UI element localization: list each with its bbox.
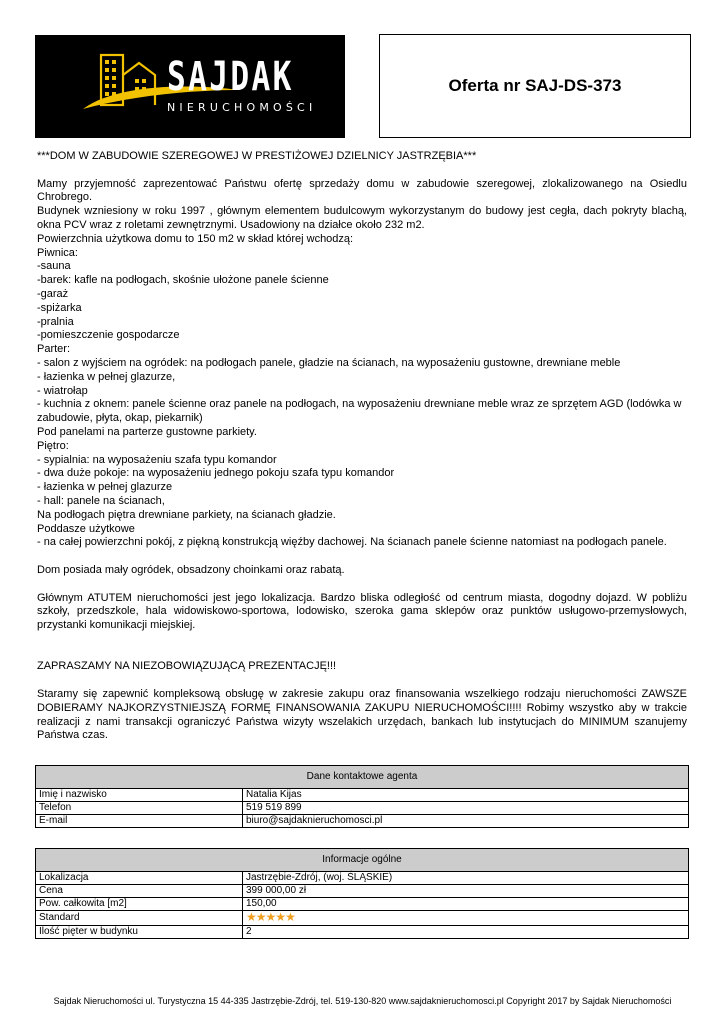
agent-email-value[interactable]: biuro@sajdaknieruchomosci.pl	[243, 815, 689, 828]
location-label: Lokalizacja	[36, 872, 243, 885]
table-row	[36, 789, 689, 802]
service-paragraph: Staramy się zapewnić kompleksową obsługę w zakresie zakupu oraz finansowania wszelkiego rodzaju nieruchomości ZAWSZE DOBIERAMY NAJKORZYSTNIEJSZĄ FORMĘ FINANSOWANIA ZAKUPU NIERUCHOMOŚCI!!!! Robimy wszystko aby w trakcie realizacji z nami transakcji ograniczyć Państwa wizyty wszelakich urzędach, bankach lub instytucjach do MINIMUM szanujemy Państwa czas.	[37, 688, 687, 742]
star-icon: ★	[285, 910, 295, 924]
room-line: -sauna	[37, 260, 71, 273]
garden-paragraph: Dom posiada mały ogródek, obsadzony choinkami oraz rabatą.	[37, 563, 345, 576]
table-row	[36, 872, 689, 885]
room-line: - dwa duże pokoje: na wyposażeniu jednego pokoju szafa typu komandor	[37, 467, 395, 480]
agent-phone-value: 519 519 899	[243, 802, 689, 815]
room-line: - kuchnia z oknem: panele ścienne oraz panele na podłogach, na wyposażeniu drewniane meble wraz ze sprzętem AGD (lodówka w zabudowie, płyta, okap, piekarnik)	[37, 398, 682, 425]
table-row	[36, 926, 689, 939]
room-line: - sypialnia: na wyposażeniu szafa typu komandor	[37, 453, 277, 466]
room-line: - na całej powierzchni pokój, z piękną konstrukcją więźby dachowej. Na ścianach panele ścienne natomiast na podłogach panele.	[37, 536, 667, 549]
room-line: -barek: kafle na podłogach, skośnie ułożone panele ścienne	[37, 274, 329, 287]
page-footer: Sajdak Nieruchomości ul. Turystyczna 15 44-335 Jastrzębie-Zdrój, tel. 519-130-820 www.sajdaknieruchomosci.pl Copyright 2017 by Sajdak Nieruchomości	[53, 996, 672, 1006]
logo-title: SAJDAK	[167, 54, 294, 100]
room-line: -pralnia	[37, 315, 74, 328]
agent-email-label: E-mail	[36, 815, 243, 828]
invite-line: ZAPRASZAMY NA NIEZOBOWIĄZUJĄCĄ PREZENTACJĘ!!!	[37, 660, 337, 673]
offer-title: Oferta nr SAJ-DS-373	[448, 76, 622, 95]
info-table-title: Informacje ogólne	[36, 849, 689, 872]
area-paragraph: Powierzchnia użytkowa domu to 150 m2 w skład której wchodzą:	[37, 232, 354, 245]
table-row	[36, 911, 689, 926]
floors-label: Ilość pięter w budynku	[36, 926, 243, 939]
room-line: - łazienka w pełnej glazurze	[37, 481, 173, 494]
company-logo	[35, 35, 345, 138]
star-icon: ★	[265, 910, 276, 924]
room-line: - łazienka w pełnej glazurze,	[37, 370, 176, 383]
room-line: - salon z wyjściem na ogródek: na podłogach panele, gładzie na ścianach, na wyposażeniu gustowne, drewniane meble	[37, 356, 621, 369]
table-row	[36, 885, 689, 898]
agent-phone-label: Telefon	[36, 802, 243, 815]
agent-name-value: Natalia Kijas	[243, 789, 689, 802]
headline: ***DOM W ZABUDOWIE SZEREGOWEJ W PRESTIŻOWEJ DZIELNICY JASTRZĘBIA***	[37, 150, 477, 162]
area-value: 150,00	[243, 898, 689, 911]
general-info-table	[35, 848, 689, 939]
star-icon: ★	[246, 910, 256, 924]
star-icon: ★	[275, 910, 286, 924]
agent-name-label: Imię i nazwisko	[36, 789, 243, 802]
room-line: Piwnica:	[37, 246, 78, 259]
room-line: -pomieszczenie gospodarcze	[37, 329, 180, 342]
agent-table-title: Dane kontaktowe agenta	[36, 766, 689, 789]
offer-number-box	[379, 34, 691, 138]
area-label: Pow. całkowita [m2]	[36, 898, 243, 911]
standard-label: Standard	[36, 911, 243, 926]
room-line: Pod panelami na parterze gustowne parkiety.	[37, 425, 257, 438]
star-icon: ★	[255, 910, 266, 924]
price-value: 399 000,00 zł	[243, 885, 689, 898]
building-paragraph: Budynek wzniesiony w roku 1997 , głównym elementem budulcowym wykorzystanym do budowy jest cegła, dach pokryty blachą, okna PCV wraz z roletami zewnętrznymi. Usadowiony na działce około 232 m2.	[37, 205, 687, 231]
location-value: Jastrzębie-Zdrój, (woj. ŚLĄSKIE)	[243, 872, 689, 885]
table-row	[36, 898, 689, 911]
room-line: -garaż	[37, 287, 69, 300]
room-line: - hall: panele na ścianach,	[37, 494, 165, 507]
floors-value: 2	[243, 926, 689, 939]
logo-subtitle: NIERUCHOMOŚCI	[167, 101, 317, 114]
intro-paragraph: Mamy przyjemność zaprezentować Państwu ofertę sprzedaży domu w zabudowie szeregowej, zlokalizowanego na Osiedlu Chrobrego.	[37, 177, 687, 204]
location-paragraph: Głównym ATUTEM nieruchomości jest jego lokalizacja. Bardzo bliska odległość od centrum miasta, dogodny dojazd. W pobliżu szkoły, przedszkole, hala widowiskowo-sportowa, lodowisko, szeroka gama sklepów oraz punktów usługowo-przemysłowych, przystanki komunikacji miejskiej.	[37, 591, 687, 632]
room-line: Na podłogach piętra drewniane parkiety, na ścianach gładzie.	[37, 508, 336, 521]
room-line: Piętro:	[37, 439, 69, 452]
agent-contact-table	[35, 765, 689, 828]
room-line: - wiatrołap	[37, 384, 88, 397]
room-line: -spiżarka	[37, 301, 82, 314]
room-line: Poddasze użytkowe	[37, 522, 135, 535]
offer-description	[37, 150, 687, 743]
table-row	[36, 815, 689, 828]
price-label: Cena	[36, 885, 243, 898]
standard-rating	[243, 911, 689, 926]
table-row	[36, 802, 689, 815]
room-list	[37, 247, 687, 551]
room-line: Parter:	[37, 343, 71, 356]
